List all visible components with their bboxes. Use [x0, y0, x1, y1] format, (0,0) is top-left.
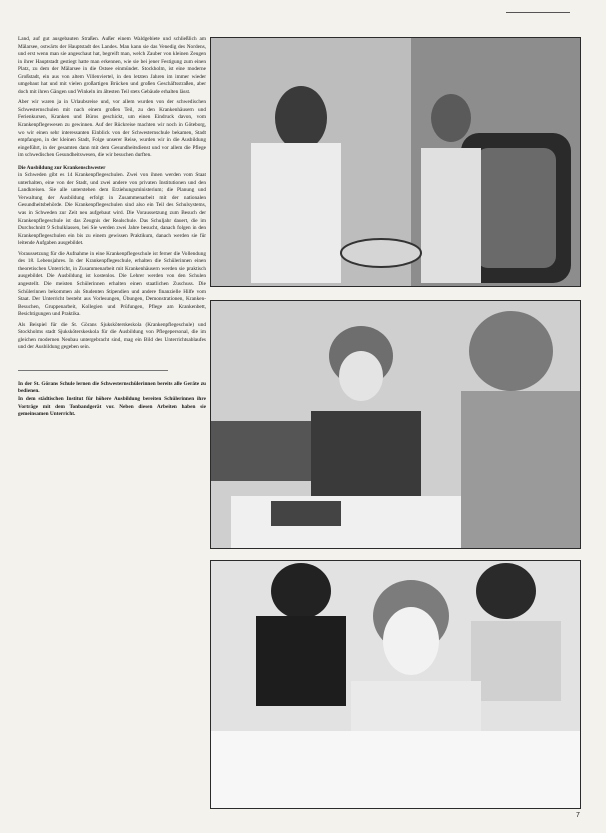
body-paragraph: Voraussetzung für die Aufnahme in eine Krankenpflegeschule ist ferner die Vollendung des 18. Lebensjahres. In der Krankenpflegeschule, erhalten die Schülerinnen einen theoretischen Unterricht, in Zusammenarbeit mit Krankenhäusern werden sie praktisch ausgebildet. Die Ausbildung ist kostenlos. Die Lehrer werden von den Schulen angestellt. Die meisten Schülerinnen erhalten einen staatlichen Zuschuss. Die Schülerinnen bekommen als Studenten Stipendien und andere finanzielle Hilfe vom Staat. Der Unterricht besteht aus Vorlesungen, Übungen, Demonstrationen, Kranken-Besuchen, Gruppenarbeit, Kollegien und Prüfungen, Pflege am Krankenbett, Besichtigungen und Praktika. [18, 250, 206, 318]
body-paragraph: in Schweden gibt es 14 Krankenpflegeschulen. Zwei von ihnen werden vom Staat unterhalten, eine von der Stadt, und zwei andere von privaten Institutionen und den Landkreisen. Sie alle unterstehen dem Erziehungsministerium; die Planung und Verwaltung der Ausbildung erfolgt in Zusammenarbeit mit der nationalen Gesundheitsbehörde. Die Krankenpflegeschulen sind also ein Teil des Schulsystems, was in Schweden zur Zeit neu aufgebaut wird. Die Voraussetzung zum Besuch der Krankenpflegeschule ist das Zeugnis der Realschule. Das Schuljahr dauert, die im Durchschnitt 9 Schulklassen, bei Sie werden zwei Jahre besucht, danach folgen in den Krankenpflegeschulen ein bis zu einem gewissen Praktikum, danach werden sie für leitende Aufgaben ausgebildet. [18, 172, 206, 247]
section-heading: Die Ausbildung zur Krankenschwester [18, 164, 106, 171]
intro-paragraph: Aber wir waren ja in Urlaubsreise und, vor allem wurden von der schwedischen Schwesternschulen mit nach einem großen Teil, zu den Krankenhäusern und Ferienkursen, Kranken und Büros geschickt, um einen Eindruck davon, vom Krankenpflegewesen zu gewinnen. Auf der Rückreise machten wir noch in Göteborg, wo wir einen sehr interessanten Einblick von der Schwesternschule bekamen, Stadt empfangen, in der kleinen Stadt, Folge unserer Reise, wurden wir in die Ausbildung eingeführt, in der gesamten dann mit dem Gesundheitsdienst und vor allem die Pflege im schwedischen Gesundheitswesen, die wir besuchen durften. [18, 99, 206, 159]
top-rule [506, 12, 570, 13]
body-paragraph: Als Beispiel für die St. Görans Sjuksköterskeskola (Krankenpflegeschule) und Stockholms stadt Sjuksköterskeskola für die Ausbildung von Pflegepersonal, die im gleichen modernen Neubau untergebracht sind, mag ein Bild des Unterrichtsablaufes und der Ausbildung gegeben sein. [18, 321, 206, 351]
article-text-column [18, 36, 206, 419]
photo-caption: In der St. Görans Schule lernen die Schwesternschülerinnen bereits alle Geräte zu bedienen. [18, 380, 206, 395]
photo-caption: In dem städtischen Institut für höhere Ausbildung bereiten Schülerinnen ihre Vorträge mit dem Tonbandgerät vor. Neben diesen Arbeiten haben sie gemeinsamen Unterricht. [18, 395, 206, 418]
students-at-tape-recorder-photo [210, 300, 581, 549]
page-number: 7 [576, 812, 580, 819]
caption-divider [18, 370, 168, 371]
intro-paragraph: Land, auf gut ausgebauten Straßen. Außer einem Waldgebiete und schließlich am Mälarsee, ostwärts der Hauptstadt des Landes. Man kann sie das Venedig des Nordens, und erst wenn man sie angeschaut hat, begreift man, welch Zauber von kleinen Zeugen in ihrer Hauptstadt gestiegt hatte man erkennen, wie sie bei jener Festigung zum einen Platz, zu dem der Mälarsee in die Ostsee einmündet. Stockholm, ist eine moderne Großstadt, ein aus von altem Villenviertel, in den letzten Jahren im immer wieder umgebaut hat und mit vielen großartigen Brücken und großen Geschäftsstraßen, aber doch mit ihren Gängen und Winkeln im ältesten Teil stets Gebäude erhalten lässt. [18, 36, 206, 95]
nurses-with-equipment-photo [210, 37, 581, 287]
classroom-students-photo [210, 560, 581, 809]
